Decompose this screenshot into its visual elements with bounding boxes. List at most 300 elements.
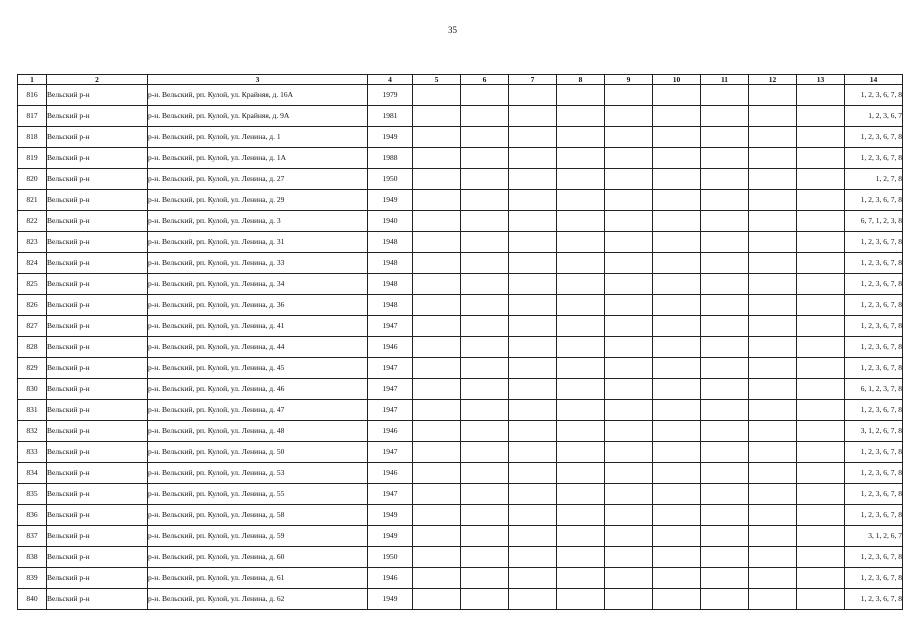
empty-cell-7 (509, 232, 557, 253)
empty-cell-8 (557, 547, 605, 568)
empty-cell-9 (605, 148, 653, 169)
address-cell: р-н. Вельский, рп. Кулой, ул. Ленина, д. 27 (148, 169, 368, 190)
empty-cell-8 (557, 169, 605, 190)
empty-cell-12 (749, 169, 797, 190)
district-cell: Вельский р-н (47, 442, 148, 463)
empty-cell-11 (701, 274, 749, 295)
empty-cell-13 (797, 484, 845, 505)
empty-cell-6 (461, 274, 509, 295)
district-cell: Вельский р-н (47, 463, 148, 484)
empty-cell-9 (605, 358, 653, 379)
empty-cell-5 (413, 106, 461, 127)
empty-cell-10 (653, 526, 701, 547)
address-cell: р-н. Вельский, рп. Кулой, ул. Крайняя, д. 16А (148, 85, 368, 106)
empty-cell-13 (797, 106, 845, 127)
empty-cell-9 (605, 463, 653, 484)
empty-cell-5 (413, 169, 461, 190)
table-row (18, 106, 903, 127)
empty-cell-5 (413, 190, 461, 211)
row-number-cell: 839 (18, 568, 47, 589)
district-cell: Вельский р-н (47, 547, 148, 568)
column-header-6: 6 (461, 75, 509, 85)
empty-cell-12 (749, 232, 797, 253)
codes-cell: 3, 1, 2, 6, 7 (845, 526, 903, 547)
empty-cell-8 (557, 127, 605, 148)
empty-cell-12 (749, 274, 797, 295)
address-cell: р-н. Вельский, рп. Кулой, ул. Ленина, д. 48 (148, 421, 368, 442)
empty-cell-6 (461, 589, 509, 610)
row-number-cell: 833 (18, 442, 47, 463)
row-number-cell: 827 (18, 316, 47, 337)
empty-cell-9 (605, 253, 653, 274)
empty-cell-11 (701, 589, 749, 610)
empty-cell-8 (557, 400, 605, 421)
column-header-1: 1 (18, 75, 47, 85)
table-row (18, 400, 903, 421)
table-row (18, 211, 903, 232)
row-number-cell: 829 (18, 358, 47, 379)
district-cell: Вельский р-н (47, 274, 148, 295)
empty-cell-9 (605, 400, 653, 421)
empty-cell-5 (413, 274, 461, 295)
empty-cell-5 (413, 589, 461, 610)
row-number-cell: 821 (18, 190, 47, 211)
empty-cell-10 (653, 463, 701, 484)
empty-cell-12 (749, 253, 797, 274)
empty-cell-7 (509, 337, 557, 358)
empty-cell-8 (557, 505, 605, 526)
empty-cell-10 (653, 190, 701, 211)
empty-cell-8 (557, 526, 605, 547)
codes-cell: 1, 2, 7, 8 (845, 169, 903, 190)
empty-cell-11 (701, 463, 749, 484)
empty-cell-11 (701, 421, 749, 442)
empty-cell-5 (413, 484, 461, 505)
empty-cell-13 (797, 316, 845, 337)
empty-cell-11 (701, 442, 749, 463)
empty-cell-9 (605, 274, 653, 295)
empty-cell-6 (461, 484, 509, 505)
district-cell: Вельский р-н (47, 211, 148, 232)
address-cell: р-н. Вельский, рп. Кулой, ул. Ленина, д. 29 (148, 190, 368, 211)
year-cell: 1947 (368, 484, 413, 505)
table-row (18, 421, 903, 442)
empty-cell-5 (413, 211, 461, 232)
empty-cell-11 (701, 190, 749, 211)
empty-cell-9 (605, 211, 653, 232)
empty-cell-13 (797, 295, 845, 316)
address-cell: р-н. Вельский, рп. Кулой, ул. Ленина, д. 55 (148, 484, 368, 505)
empty-cell-6 (461, 148, 509, 169)
empty-cell-8 (557, 589, 605, 610)
table-row (18, 463, 903, 484)
year-cell: 1988 (368, 148, 413, 169)
codes-cell: 1, 2, 3, 6, 7, 8 (845, 232, 903, 253)
codes-cell: 1, 2, 3, 6, 7, 8 (845, 547, 903, 568)
header-row (18, 75, 903, 85)
codes-cell: 1, 2, 3, 6, 7, 8 (845, 127, 903, 148)
address-cell: р-н. Вельский, рп. Кулой, ул. Ленина, д. 47 (148, 400, 368, 421)
empty-cell-12 (749, 316, 797, 337)
year-cell: 1947 (368, 379, 413, 400)
table-row (18, 568, 903, 589)
year-cell: 1946 (368, 463, 413, 484)
empty-cell-7 (509, 106, 557, 127)
empty-cell-11 (701, 232, 749, 253)
column-header-3: 3 (148, 75, 368, 85)
empty-cell-5 (413, 421, 461, 442)
table-row (18, 232, 903, 253)
table-row (18, 589, 903, 610)
empty-cell-8 (557, 211, 605, 232)
empty-cell-7 (509, 85, 557, 106)
codes-cell: 1, 2, 3, 6, 7, 8 (845, 400, 903, 421)
district-cell: Вельский р-н (47, 526, 148, 547)
column-header-12: 12 (749, 75, 797, 85)
empty-cell-13 (797, 568, 845, 589)
empty-cell-10 (653, 211, 701, 232)
empty-cell-12 (749, 106, 797, 127)
empty-cell-7 (509, 190, 557, 211)
empty-cell-8 (557, 253, 605, 274)
empty-cell-11 (701, 568, 749, 589)
district-cell: Вельский р-н (47, 379, 148, 400)
row-number-cell: 835 (18, 484, 47, 505)
codes-cell: 3, 1, 2, 6, 7, 8 (845, 421, 903, 442)
empty-cell-13 (797, 547, 845, 568)
empty-cell-9 (605, 85, 653, 106)
codes-cell: 1, 2, 3, 6, 7, 8 (845, 148, 903, 169)
empty-cell-7 (509, 148, 557, 169)
address-cell: р-н. Вельский, рп. Кулой, ул. Ленина, д. 59 (148, 526, 368, 547)
empty-cell-12 (749, 547, 797, 568)
empty-cell-13 (797, 442, 845, 463)
empty-cell-8 (557, 568, 605, 589)
table-row (18, 190, 903, 211)
empty-cell-13 (797, 127, 845, 148)
empty-cell-6 (461, 568, 509, 589)
empty-cell-12 (749, 190, 797, 211)
year-cell: 1940 (368, 211, 413, 232)
column-header-8: 8 (557, 75, 605, 85)
column-header-2: 2 (47, 75, 148, 85)
table-row (18, 127, 903, 148)
district-cell: Вельский р-н (47, 253, 148, 274)
empty-cell-13 (797, 379, 845, 400)
row-number-cell: 837 (18, 526, 47, 547)
empty-cell-9 (605, 442, 653, 463)
table-row (18, 358, 903, 379)
empty-cell-10 (653, 421, 701, 442)
empty-cell-13 (797, 463, 845, 484)
table-body (18, 85, 903, 610)
empty-cell-7 (509, 274, 557, 295)
empty-cell-9 (605, 589, 653, 610)
row-number-cell: 819 (18, 148, 47, 169)
empty-cell-7 (509, 169, 557, 190)
empty-cell-12 (749, 148, 797, 169)
empty-cell-13 (797, 337, 845, 358)
empty-cell-10 (653, 148, 701, 169)
empty-cell-13 (797, 211, 845, 232)
empty-cell-9 (605, 505, 653, 526)
codes-cell: 1, 2, 3, 6, 7, 8 (845, 463, 903, 484)
year-cell: 1946 (368, 421, 413, 442)
row-number-cell: 826 (18, 295, 47, 316)
column-header-5: 5 (413, 75, 461, 85)
empty-cell-8 (557, 358, 605, 379)
district-cell: Вельский р-н (47, 484, 148, 505)
table-row (18, 253, 903, 274)
codes-cell: 1, 2, 3, 6, 7, 8 (845, 358, 903, 379)
empty-cell-7 (509, 211, 557, 232)
address-cell: р-н. Вельский, рп. Кулой, ул. Ленина, д. 62 (148, 589, 368, 610)
empty-cell-5 (413, 316, 461, 337)
codes-cell: 1, 2, 3, 6, 7, 8 (845, 505, 903, 526)
column-header-4: 4 (368, 75, 413, 85)
empty-cell-12 (749, 127, 797, 148)
empty-cell-10 (653, 316, 701, 337)
empty-cell-5 (413, 337, 461, 358)
empty-cell-13 (797, 589, 845, 610)
empty-cell-11 (701, 526, 749, 547)
district-cell: Вельский р-н (47, 358, 148, 379)
row-number-cell: 840 (18, 589, 47, 610)
empty-cell-6 (461, 505, 509, 526)
empty-cell-6 (461, 316, 509, 337)
empty-cell-7 (509, 484, 557, 505)
address-cell: р-н. Вельский, рп. Кулой, ул. Ленина, д. 34 (148, 274, 368, 295)
page-number: 35 (448, 25, 457, 35)
year-cell: 1947 (368, 400, 413, 421)
district-cell: Вельский р-н (47, 589, 148, 610)
empty-cell-8 (557, 295, 605, 316)
empty-cell-9 (605, 568, 653, 589)
address-cell: р-н. Вельский, рп. Кулой, ул. Ленина, д. 58 (148, 505, 368, 526)
row-number-cell: 831 (18, 400, 47, 421)
empty-cell-6 (461, 421, 509, 442)
district-cell: Вельский р-н (47, 106, 148, 127)
empty-cell-7 (509, 358, 557, 379)
empty-cell-10 (653, 169, 701, 190)
codes-cell: 1, 2, 3, 6, 7 (845, 106, 903, 127)
table-row (18, 169, 903, 190)
empty-cell-5 (413, 400, 461, 421)
empty-cell-6 (461, 463, 509, 484)
codes-cell: 1, 2, 3, 6, 7, 8 (845, 484, 903, 505)
empty-cell-6 (461, 547, 509, 568)
empty-cell-13 (797, 253, 845, 274)
empty-cell-5 (413, 358, 461, 379)
empty-cell-13 (797, 505, 845, 526)
empty-cell-8 (557, 442, 605, 463)
empty-cell-7 (509, 442, 557, 463)
empty-cell-11 (701, 400, 749, 421)
empty-cell-6 (461, 253, 509, 274)
table-row (18, 547, 903, 568)
empty-cell-12 (749, 526, 797, 547)
empty-cell-7 (509, 526, 557, 547)
empty-cell-12 (749, 442, 797, 463)
empty-cell-5 (413, 85, 461, 106)
empty-cell-10 (653, 358, 701, 379)
empty-cell-7 (509, 568, 557, 589)
column-header-13: 13 (797, 75, 845, 85)
row-number-cell: 832 (18, 421, 47, 442)
empty-cell-12 (749, 400, 797, 421)
empty-cell-10 (653, 85, 701, 106)
empty-cell-8 (557, 85, 605, 106)
empty-cell-6 (461, 106, 509, 127)
empty-cell-11 (701, 316, 749, 337)
year-cell: 1948 (368, 274, 413, 295)
column-header-14: 14 (845, 75, 903, 85)
codes-cell: 1, 2, 3, 6, 7, 8 (845, 253, 903, 274)
row-number-cell: 834 (18, 463, 47, 484)
empty-cell-12 (749, 379, 797, 400)
empty-cell-13 (797, 232, 845, 253)
year-cell: 1947 (368, 316, 413, 337)
empty-cell-11 (701, 484, 749, 505)
empty-cell-10 (653, 568, 701, 589)
empty-cell-6 (461, 526, 509, 547)
empty-cell-7 (509, 295, 557, 316)
empty-cell-5 (413, 253, 461, 274)
empty-cell-6 (461, 295, 509, 316)
empty-cell-6 (461, 337, 509, 358)
empty-cell-13 (797, 85, 845, 106)
address-cell: р-н. Вельский, рп. Кулой, ул. Ленина, д. 60 (148, 547, 368, 568)
empty-cell-9 (605, 421, 653, 442)
empty-cell-13 (797, 169, 845, 190)
empty-cell-9 (605, 337, 653, 358)
empty-cell-6 (461, 211, 509, 232)
address-cell: р-н. Вельский, рп. Кулой, ул. Ленина, д. 45 (148, 358, 368, 379)
district-cell: Вельский р-н (47, 421, 148, 442)
empty-cell-12 (749, 505, 797, 526)
empty-cell-11 (701, 547, 749, 568)
district-cell: Вельский р-н (47, 505, 148, 526)
empty-cell-13 (797, 400, 845, 421)
empty-cell-5 (413, 463, 461, 484)
empty-cell-8 (557, 274, 605, 295)
row-number-cell: 830 (18, 379, 47, 400)
empty-cell-9 (605, 106, 653, 127)
address-cell: р-н. Вельский, рп. Кулой, ул. Ленина, д. 41 (148, 316, 368, 337)
empty-cell-10 (653, 274, 701, 295)
year-cell: 1949 (368, 505, 413, 526)
register-table (17, 74, 903, 610)
empty-cell-9 (605, 127, 653, 148)
empty-cell-6 (461, 400, 509, 421)
empty-cell-11 (701, 169, 749, 190)
empty-cell-10 (653, 127, 701, 148)
year-cell: 1949 (368, 589, 413, 610)
empty-cell-7 (509, 379, 557, 400)
empty-cell-12 (749, 337, 797, 358)
empty-cell-13 (797, 190, 845, 211)
district-cell: Вельский р-н (47, 169, 148, 190)
empty-cell-10 (653, 295, 701, 316)
empty-cell-5 (413, 547, 461, 568)
empty-cell-5 (413, 232, 461, 253)
empty-cell-10 (653, 442, 701, 463)
address-cell: р-н. Вельский, рп. Кулой, ул. Ленина, д. 1 (148, 127, 368, 148)
empty-cell-8 (557, 190, 605, 211)
table-row (18, 526, 903, 547)
empty-cell-8 (557, 337, 605, 358)
table-row (18, 295, 903, 316)
empty-cell-7 (509, 127, 557, 148)
empty-cell-10 (653, 589, 701, 610)
empty-cell-8 (557, 484, 605, 505)
empty-cell-5 (413, 568, 461, 589)
row-number-cell: 824 (18, 253, 47, 274)
empty-cell-10 (653, 484, 701, 505)
empty-cell-9 (605, 232, 653, 253)
empty-cell-13 (797, 274, 845, 295)
empty-cell-13 (797, 526, 845, 547)
empty-cell-12 (749, 589, 797, 610)
table-row (18, 148, 903, 169)
district-cell: Вельский р-н (47, 148, 148, 169)
row-number-cell: 825 (18, 274, 47, 295)
codes-cell: 6, 1, 2, 3, 7, 8 (845, 379, 903, 400)
year-cell: 1948 (368, 253, 413, 274)
empty-cell-9 (605, 526, 653, 547)
codes-cell: 1, 2, 3, 6, 7, 8 (845, 274, 903, 295)
empty-cell-11 (701, 358, 749, 379)
empty-cell-9 (605, 316, 653, 337)
codes-cell: 1, 2, 3, 6, 7, 8 (845, 568, 903, 589)
row-number-cell: 820 (18, 169, 47, 190)
table-row (18, 379, 903, 400)
row-number-cell: 836 (18, 505, 47, 526)
empty-cell-12 (749, 85, 797, 106)
empty-cell-12 (749, 358, 797, 379)
year-cell: 1949 (368, 190, 413, 211)
empty-cell-10 (653, 400, 701, 421)
empty-cell-12 (749, 484, 797, 505)
empty-cell-12 (749, 295, 797, 316)
codes-cell: 1, 2, 3, 6, 7, 8 (845, 442, 903, 463)
empty-cell-5 (413, 295, 461, 316)
empty-cell-11 (701, 379, 749, 400)
codes-cell: 1, 2, 3, 6, 7, 8 (845, 295, 903, 316)
address-cell: р-н. Вельский, рп. Кулой, ул. Ленина, д. 1А (148, 148, 368, 169)
district-cell: Вельский р-н (47, 295, 148, 316)
address-cell: р-н. Вельский, рп. Кулой, ул. Ленина, д. 61 (148, 568, 368, 589)
empty-cell-12 (749, 463, 797, 484)
district-cell: Вельский р-н (47, 127, 148, 148)
row-number-cell: 828 (18, 337, 47, 358)
address-cell: р-н. Вельский, рп. Кулой, ул. Ленина, д. 46 (148, 379, 368, 400)
district-cell: Вельский р-н (47, 568, 148, 589)
address-cell: р-н. Вельский, рп. Кулой, ул. Ленина, д. 36 (148, 295, 368, 316)
district-cell: Вельский р-н (47, 232, 148, 253)
empty-cell-10 (653, 106, 701, 127)
empty-cell-13 (797, 358, 845, 379)
empty-cell-5 (413, 505, 461, 526)
empty-cell-11 (701, 211, 749, 232)
empty-cell-7 (509, 463, 557, 484)
address-cell: р-н. Вельский, рп. Кулой, ул. Ленина, д. 33 (148, 253, 368, 274)
empty-cell-11 (701, 337, 749, 358)
empty-cell-7 (509, 400, 557, 421)
empty-cell-6 (461, 358, 509, 379)
address-cell: р-н. Вельский, рп. Кулой, ул. Ленина, д. 53 (148, 463, 368, 484)
table-row (18, 484, 903, 505)
